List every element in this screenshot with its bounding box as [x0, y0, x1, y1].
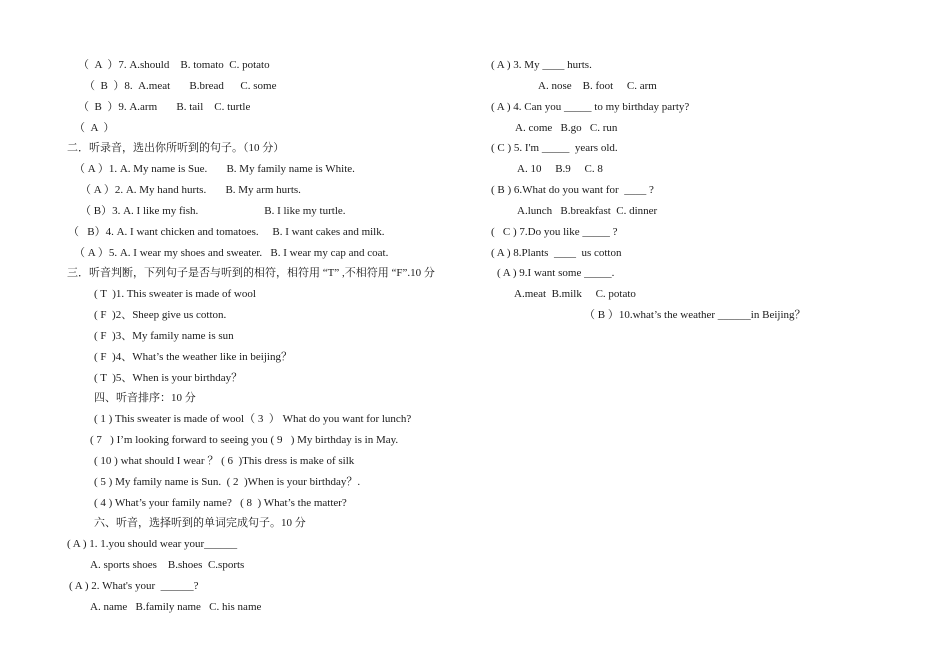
- q6-9-options: A.meat B.milk C. potato: [514, 288, 636, 300]
- q2-3-line: （ B）3. A. I like my fish. B. I like my turtle.: [80, 205, 346, 217]
- q6-4-options: A. come B.go C. run: [515, 122, 618, 134]
- q1-10-line: （ A ）: [74, 122, 115, 134]
- q3-3-line: ( F )3、My family name is sun: [94, 330, 234, 342]
- q6-1-options: A. sports shoes B.shoes C.sports: [90, 559, 245, 571]
- section-6-heading: 六、听音，选择听到的单词完成句子。10 分: [94, 517, 306, 529]
- q1-8-line: （ B ）8. A.meat B.bread C. some: [84, 80, 277, 92]
- q1-9-line: （ B ）9. A.arm B. tail C. turtle: [78, 101, 251, 113]
- q4-line-1: ( 1 ) This sweater is made of wool（ 3 ） What do you want for lunch?: [94, 413, 412, 425]
- section-3-heading: 三．听音判断，下列句子是否与听到的相符，相符用 “T” ,不相符用 “F”.10 分: [67, 267, 435, 279]
- q4-line-4: ( 5 ) My family name is Sun. ( 2 )When is your birthday？.: [94, 476, 361, 488]
- section-2-heading: 二．听录音，选出你所听到的句子。（10 分）: [67, 142, 285, 154]
- q6-4-line: ( A ) 4. Can you _____ to my birthday party?: [491, 101, 690, 113]
- q3-1-line: ( T )1. This sweater is made of wool: [94, 288, 256, 300]
- q6-7-line: ( C ) 7.Do you like _____ ?: [491, 226, 618, 238]
- q6-9-line: ( A ) 9.I want some _____.: [497, 267, 615, 279]
- q6-6-line: ( B ) 6.What do you want for ____ ?: [491, 184, 654, 196]
- q6-6-options: A.lunch B.breakfast C. dinner: [517, 205, 658, 217]
- q6-2-options: A. name B.family name C. his name: [90, 601, 262, 613]
- q6-5-options: A. 10 B.9 C. 8: [517, 163, 603, 175]
- q6-2-line: ( A ) 2. What's your ______?: [69, 580, 199, 592]
- q3-4-line: ( F )4、What’s the weather like in beijing？: [94, 351, 292, 363]
- q6-8-line: ( A ) 8.Plants ____ us cotton: [491, 247, 622, 259]
- q3-2-line: ( F )2、Sheep give us cotton.: [94, 309, 227, 321]
- q1-7-line: （ A ）7. A.should B. tomato C. potato: [78, 59, 270, 71]
- q6-10-line: （ B ）10.what’s the weather ______in Beijing？: [584, 309, 806, 321]
- section-4-heading: 四、听音排序：10 分: [94, 392, 196, 404]
- q4-line-3: ( 10 ) what should I wear ？ ( 6 )This dress is make of silk: [94, 455, 355, 467]
- q3-5-line: ( T )5、When is your birthday？: [94, 372, 243, 384]
- q2-2-line: （ A ）2. A. My hand hurts. B. My arm hurts.: [80, 184, 301, 196]
- q2-4-line: （ B）4. A. I want chicken and tomatoes. B. I want cakes and milk.: [68, 226, 385, 238]
- q6-1-line: ( A ) 1. 1.you should wear your______: [67, 538, 238, 550]
- q2-5-line: （ A ）5. A. I wear my shoes and sweater. B. I wear my cap and coat.: [74, 247, 389, 259]
- q6-3-options: A. nose B. foot C. arm: [538, 80, 657, 92]
- q2-1-line: （ A ）1. A. My name is Sue. B. My family name is White.: [74, 163, 355, 175]
- q6-5-line: ( C ) 5. I'm _____ years old.: [491, 142, 618, 154]
- q4-line-5: ( 4 ) What’s your family name? ( 8 ) What’s the matter?: [94, 497, 347, 509]
- q4-line-2: ( 7 ) I’m looking forward to seeing you ( 9 ) My birthday is in May.: [90, 434, 399, 446]
- q6-3-line: ( A ) 3. My ____ hurts.: [491, 59, 592, 71]
